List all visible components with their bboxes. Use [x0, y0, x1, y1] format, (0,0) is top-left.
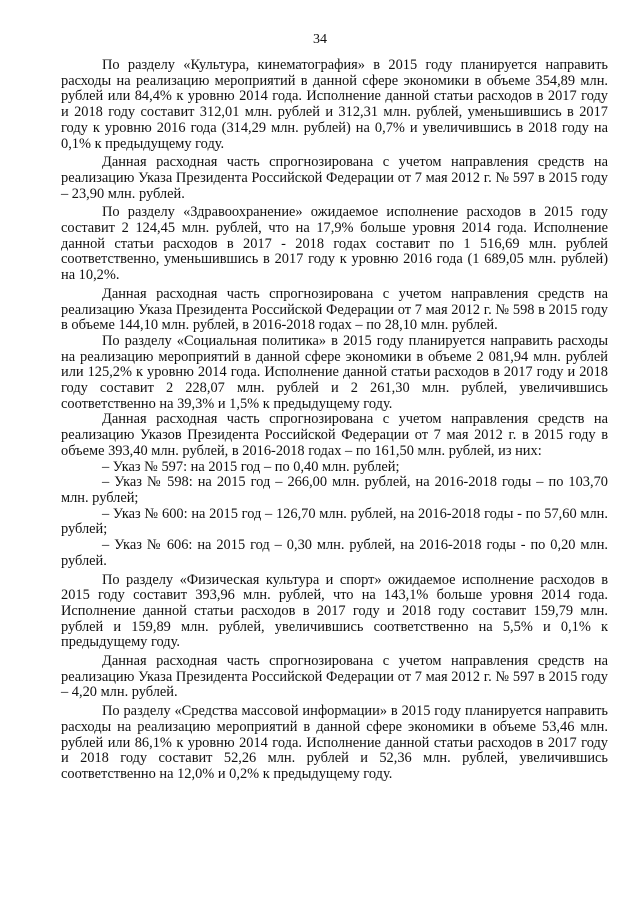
paragraph-healthcare: По разделу «Здравоохранение» ожидаемое исполнение расходов в 2015 году составит 2 124,45 млн. рублей, что на 17,9% больше уровня 2014 года. Исполнение данной статьи расходов в 2017 - 2018 годах составит по 1 516,69 млн. рублей соответственно, уменьшившись в 2017 году к уровню 2016 года (1 689,05 млн. рублей) на 10,2%. [61, 204, 608, 284]
list-item-decree-600: – Указ № 600: на 2015 год – 126,70 млн. рублей, на 2016-2018 годы - по 57,60 млн. рублей; [61, 505, 608, 538]
document-body [61, 58, 608, 783]
paragraph-social-policy-decrees: Данная расходная часть спрогнозирована с учетом направления средств на реализацию Указов Президента Российской Федерации от 7 мая 2012 г. в 2015 году в объеме 393,40 млн. рублей, в 2016-2018 годах – по 161,50 млн. рублей, из них: [61, 411, 608, 459]
paragraph-culture-decree: Данная расходная часть спрогнозирована с учетом направления средств на реализацию Указа Президента Российской Федерации от 7 мая 2012 г. № 597 в 2015 году – 23,90 млн. рублей. [61, 154, 608, 202]
paragraph-sport-decree: Данная расходная часть спрогнозирована с учетом направления средств на реализацию Указа Президента Российской Федерации от 7 мая 2012 г. № 597 в 2015 году – 4,20 млн. рублей. [61, 653, 608, 701]
paragraph-social-policy: По разделу «Социальная политика» в 2015 году планируется направить расходы на реализацию мероприятий в данной сфере экономики в объеме 2 081,94 млн. рублей или 125,2% к уровню 2014 года. Исполнение данной статьи расходов в 2017 году и 2018 году составит 2 228,07 млн. рублей и 2 261,30 млн. рублей, увеличившись соответственно на 39,3% и 1,5% к предыдущему году. [61, 332, 608, 412]
page-number: 34 [313, 32, 327, 47]
list-item-decree-606: – Указ № 606: на 2015 год – 0,30 млн. рублей, на 2016-2018 годы - по 0,20 млн. рублей. [61, 537, 608, 569]
list-item-decree-598: – Указ № 598: на 2015 год – 266,00 млн. рублей, на 2016-2018 годы – по 103,70 млн. рублей; [61, 474, 608, 506]
list-item-decree-597: – Указ № 597: на 2015 год – по 0,40 млн. рублей; [102, 458, 400, 475]
paragraph-mass-media: По разделу «Средства массовой информации» в 2015 году планируется направить расходы на реализацию мероприятий в данной сфере экономики в объеме 53,46 млн. рублей или 86,1% к уровню 2014 года. Исполнение данной статьи расходов в 2017 году и 2018 году составит 52,26 млн. рублей и 52,36 млн. рублей, увеличившись соответственно на 12,0% и 0,2% к предыдущему году. [61, 703, 608, 782]
paragraph-culture: По разделу «Культура, кинематография» в 2015 году планируется направить расходы на реализацию мероприятий в данной сфере экономики в объеме 354,89 млн. рублей или 84,4% к уровню 2014 года. Исполнение данной статьи расходов в 2017 году и 2018 году составит 312,01 млн. рублей и 312,31 млн. рублей, уменьшившись в 2017 году к уровню 2016 года (314,29 млн. рублей) на 0,7% и увеличившись в 2018 году на 0,1% к предыдущему году. [61, 57, 608, 152]
paragraph-sport: По разделу «Физическая культура и спорт» ожидаемое исполнение расходов в 2015 году составит 393,96 млн. рублей, что на 143,1% больше уровня 2014 года. Исполнение данной статьи расходов в 2017 году и 2018 году составит 159,79 млн. рублей и 159,89 млн. рублей, увеличившись соответственно на 5,5% и 0,1% к предыдущему году. [61, 571, 608, 651]
paragraph-healthcare-decree: Данная расходная часть спрогнозирована с учетом направления средств на реализацию Указа Президента Российской Федерации от 7 мая 2012 г. № 598 в 2015 году в объеме 144,10 млн. рублей, в 2016-2018 годах – по 28,10 млн. рублей. [61, 285, 608, 334]
